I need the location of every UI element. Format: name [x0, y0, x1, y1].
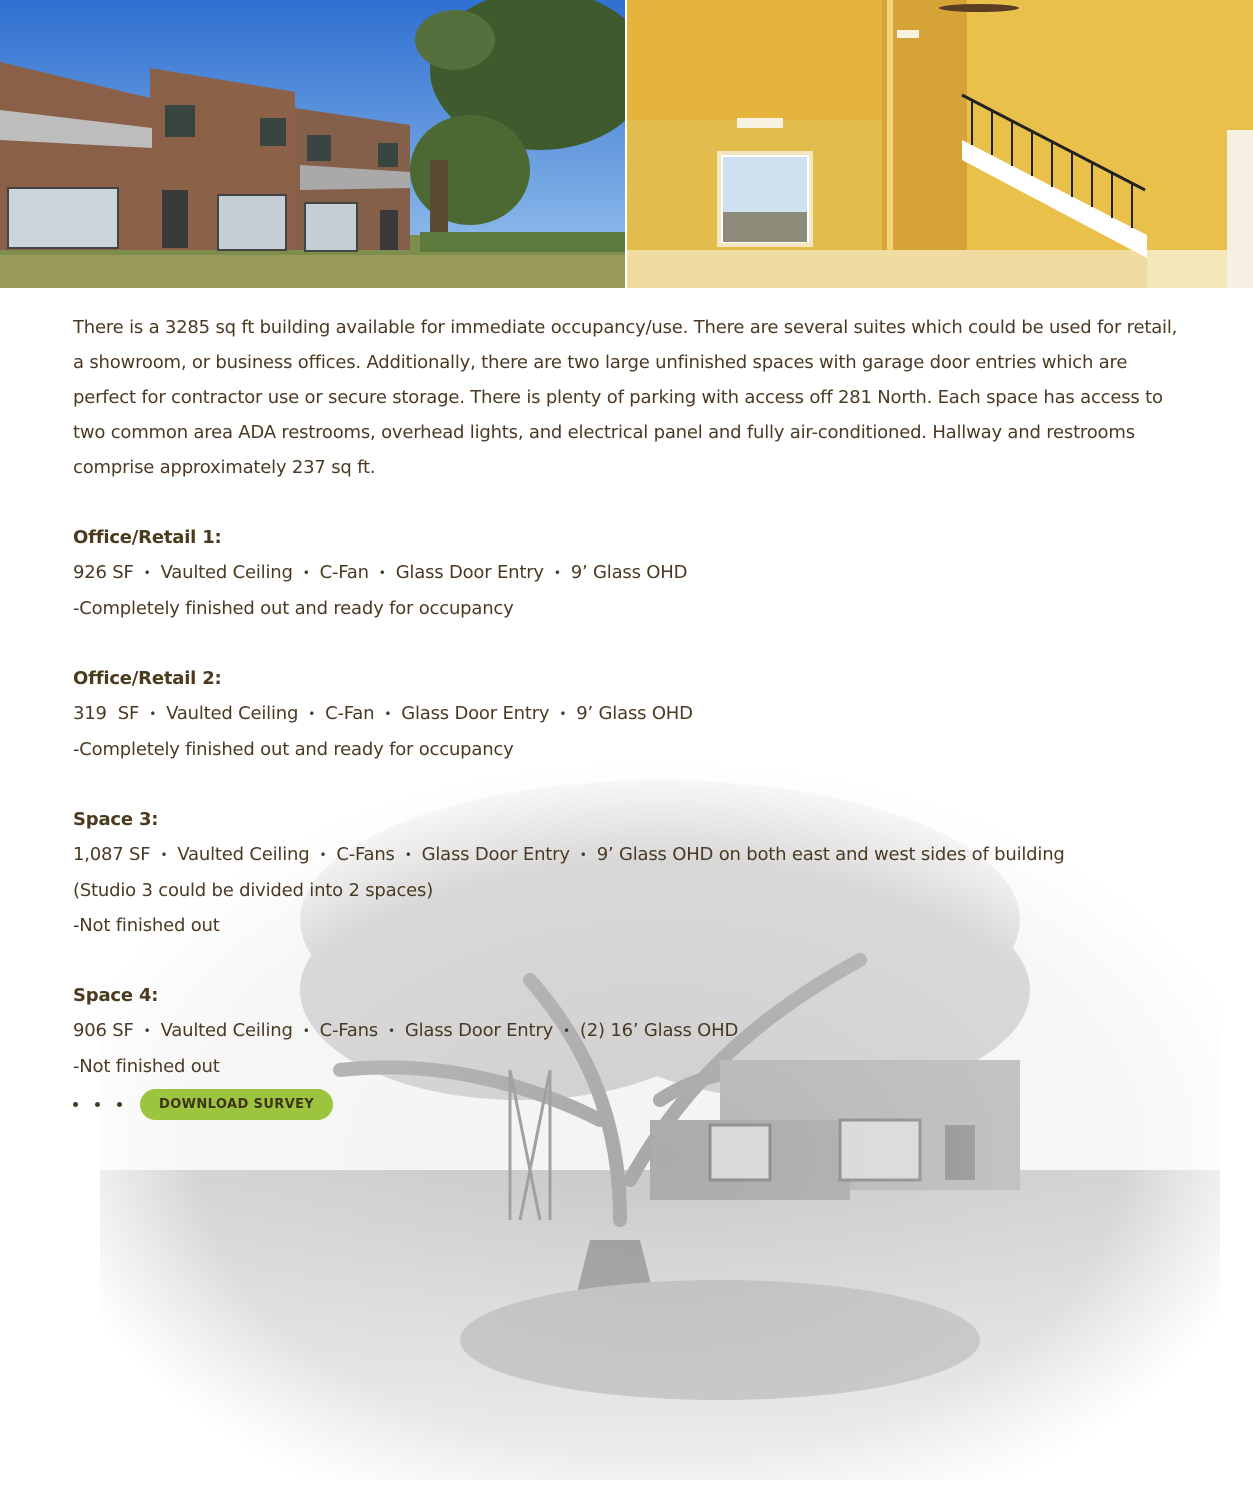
feature: Vaulted Ceiling — [160, 1020, 293, 1041]
space-heading: Space 3: — [73, 809, 159, 830]
feature: Glass Door Entry — [395, 562, 544, 583]
feature-list — [73, 837, 1193, 873]
feature: (2) 16’ Glass OHD — [579, 1020, 739, 1041]
property-description — [73, 310, 1193, 1119]
space-note: (Studio 3 could be divided into 2 spaces) — [73, 880, 434, 901]
bullet-separator: • — [302, 566, 310, 580]
bullet-separator: • — [319, 848, 327, 862]
feature: C-Fans — [336, 844, 395, 865]
space-4 — [73, 978, 1193, 1084]
bullet-separator: • — [149, 707, 157, 721]
space-note: -Completely finished out and ready for occupancy — [73, 739, 514, 760]
feature-list — [73, 1013, 1193, 1049]
bullet-separator: • — [143, 1024, 151, 1038]
bullet-separator: • — [559, 707, 567, 721]
space-note: -Not finished out — [73, 915, 220, 936]
space-heading: Space 4: — [73, 985, 159, 1006]
feature: Vaulted Ceiling — [177, 844, 310, 865]
download-row — [73, 1088, 333, 1120]
feature-list — [73, 696, 1193, 732]
bullet-separator: • — [384, 707, 392, 721]
dot-icon — [95, 1102, 100, 1107]
bullet-separator: • — [308, 707, 316, 721]
feature: Glass Door Entry — [401, 703, 550, 724]
feature: Vaulted Ceiling — [160, 562, 293, 583]
feature: C-Fan — [325, 703, 375, 724]
intro-paragraph: There is a 3285 sq ft building available for immediate occupancy/use. There are several suites which could be used for retail, a showroom, or business offices. Additionally, there are two large unfinished spaces with garage door entries which are perfect for contractor use or secure storage. There is plenty of parking with access off 281 North. Each space has access to two common area ADA restrooms, overhead lights, and electrical panel and fully air-conditioned. Hallway and restrooms comprise approximately 237 sq ft. — [73, 317, 1178, 478]
dots-decoration — [73, 1102, 122, 1107]
space-heading: Office/Retail 1: — [73, 527, 222, 548]
bullet-separator: • — [160, 848, 168, 862]
bullet-separator: • — [302, 1024, 310, 1038]
interior-photo — [627, 0, 1253, 288]
feature: C-Fan — [319, 562, 369, 583]
bullet-separator: • — [378, 566, 386, 580]
dot-icon — [73, 1102, 78, 1107]
bullet-separator: • — [387, 1024, 395, 1038]
space-3 — [73, 802, 1193, 943]
dot-icon — [117, 1102, 122, 1107]
feature: C-Fans — [319, 1020, 378, 1041]
space-note: -Not finished out — [73, 1056, 220, 1077]
feature-size: 926 SF — [73, 562, 134, 583]
space-note: -Completely finished out and ready for occupancy — [73, 598, 514, 619]
space-heading: Office/Retail 2: — [73, 668, 222, 689]
feature-size: 319 SF — [73, 703, 140, 724]
photo-banner — [0, 0, 1253, 288]
feature-list — [73, 555, 1193, 591]
exterior-photo — [0, 0, 625, 288]
feature: 9’ Glass OHD on both east and west sides of building — [596, 844, 1065, 865]
feature-size: 1,087 SF — [73, 844, 151, 865]
bullet-separator: • — [563, 1024, 570, 1038]
feature: 9’ Glass OHD — [570, 562, 688, 583]
feature: Glass Door Entry — [421, 844, 570, 865]
bullet-separator: • — [579, 848, 587, 862]
feature: 9’ Glass OHD — [576, 703, 693, 724]
feature-size: 906 SF — [73, 1020, 134, 1041]
space-office-retail-2 — [73, 661, 1193, 767]
download-survey-button[interactable]: DOWNLOAD SURVEY — [140, 1089, 333, 1120]
bullet-separator: • — [404, 848, 412, 862]
feature: Vaulted Ceiling — [166, 703, 299, 724]
bullet-separator: • — [553, 566, 561, 580]
bullet-separator: • — [143, 566, 151, 580]
space-office-retail-1 — [73, 520, 1193, 626]
feature: Glass Door Entry — [404, 1020, 554, 1041]
